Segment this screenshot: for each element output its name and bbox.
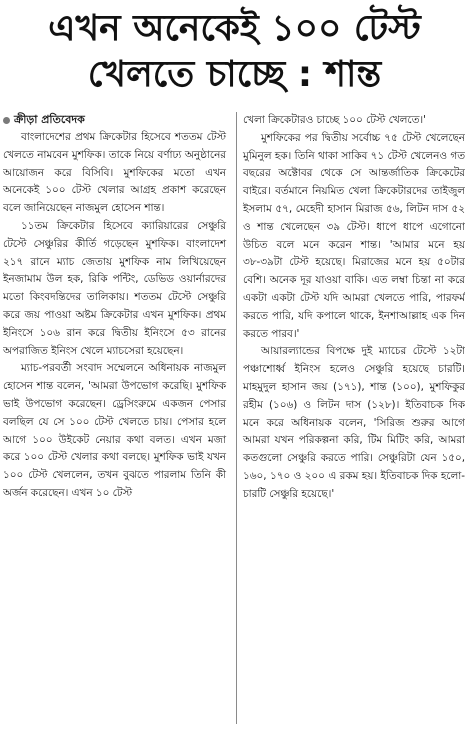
paragraph: বাংলাদেশের প্রথম ক্রিকেটার হিসেবে শততম টেস্ট খেলতে নামবেন মুশফিক। তাকে নিয়ে বর্ণাঢ্য অনুষ্ঠানের আয়োজন করে বিসিবি। মুশফিকের মতো এখন অনেকেই ১০০ টেস্ট খেলার আগ্রহ প্রকাশ করেছেন বলে জানিয়েছেন নাজমুল হোসেন শান্ত। xyxy=(3,131,226,215)
byline xyxy=(3,112,226,128)
byline-text: ক্রীড়া প্রতিবেদক xyxy=(14,113,85,126)
headline-line-2: খেলতে চাচ্ছে : শান্ত xyxy=(87,54,382,95)
paragraph: খেলা ক্রিকেটারও চাচ্ছে ১০০ টেস্ট খেলতে।' xyxy=(243,114,426,126)
bullet-icon xyxy=(3,117,10,124)
headline xyxy=(0,6,469,98)
right-column xyxy=(236,112,465,724)
left-column xyxy=(3,112,232,724)
paragraph: ১১তম ক্রিকেটার হিসেবে ক্যারিয়ারের সেঞ্চুরি টেস্টে সেঞ্চুরির কীর্তি গড়েছেন মুশফিক। বাংলাদেশ ২১৭ রানে ম্যাচ জেতায় মুশফিক নাম লিখিয়েছেন ইনজামাম উল হক, রিকি পন্টিং, ডেভিড ওয়ার্নারদের মতো কিংবদন্তিদের তালিকায়। শততম টেস্টে সেঞ্চুরি করে জয় পাওয়া অষ্টম ক্রিকেটার এখন মুশফিক। প্রথম ইনিংসে ১০৬ রান করে দ্বিতীয় ইনিংসে ৫৩ রানের অপরাজিত ইনিংস খেলে ম্যাচসেরা হয়েছেন। xyxy=(3,219,226,357)
headline-line-1: এখন অনেকেই ১০০ টেস্ট xyxy=(48,8,421,49)
paragraph: ম্যাচ-পরবর্তী সংবাদ সম্মেলনে অধিনায়ক নাজমুল হোসেন শান্ত বলেন, 'আমরা উপভোগ করেছি। মুশফিক ভাই উপভোগ করেছেন। ড্রেসিংরুমে একজন পেসার বলছিল যে সে ১০০ টেস্ট খেলতে চায়। পেসার হলে আগে ১০০ উইকেট নেয়ার কথা বলত। এখন মজা করে ১০০ টেস্ট খেলার কথা বলছে। মুশফিক ভাই যখন ১০০ টেস্ট খেললেন, তখন বুঝতে পারলাম তিনি কী অর্জন করেছেন। এখন ১০ টেস্ট xyxy=(3,362,226,499)
paragraph: মুশফিকের পর দ্বিতীয় সর্বোচ্চ ৭৫ টেস্ট খেলেছেন মুমিনুল হক। তিনি থাকা সাকিব ৭১ টেস্ট খেলেনও গত বছরের অক্টোবর থেকে সে আন্তর্জাতিক ক্রিকেটের বাইরে। বর্তমানে নিয়মিত খেলা ক্রিকেটারদের তাইজুল ইসলাম ৫৭, মেহেদী হাসান মিরাজ ৫৬, লিটন দাস ৫২ ও শান্ত খেলেছেন ৩৯ টেস্ট। ধাপে ধাপে এগোনো উচিত বলে মনে করেন শান্ত। 'আমার মনে হয় ৩৮-৩৯টা টেস্ট হয়েছে। মিরাজের মনে হয় ৫০টার বেশি। অনেক দূর যাওয়া বাকি। এত লম্বা চিন্তা না করে একটা একটা টেস্ট যদি আমরা খেলতে পারি, পারফর্ম করতে পারি, যদি কপালে থাকে, ইনশাআল্লাহ এক দিন করতে পারব।' xyxy=(243,131,465,340)
paragraph: আয়ারল্যান্ডের বিপক্ষে দুই ম্যাচের টেস্টে ১২টা পঞ্চাশোর্ধ্ব ইনিংস হলেও সেঞ্চুরি হয়েছে চারটি। মাহমুদুল হাসান জয় (১৭১), শান্ত (১০০), মুশফিকুর রহীম (১০৬) ও লিটন দাস (১২৮)। ইতিবাচক দিক মনে করে অধিনায়ক বলেন, 'সিরিজ শুরুর আগে আমরা যখন পরিকল্পনা করি, টিম মিটিং করি, আমরা কতগুলো সেঞ্চুরি করতে পারি। সেঞ্চুরিটা যেন ১৫০, ১৬০, ১৭০ ও ২০০ এ রকম হয়। ইতিবাচক দিক হলো- চারটি সেঞ্চুরি হয়েছে।' xyxy=(243,345,465,500)
